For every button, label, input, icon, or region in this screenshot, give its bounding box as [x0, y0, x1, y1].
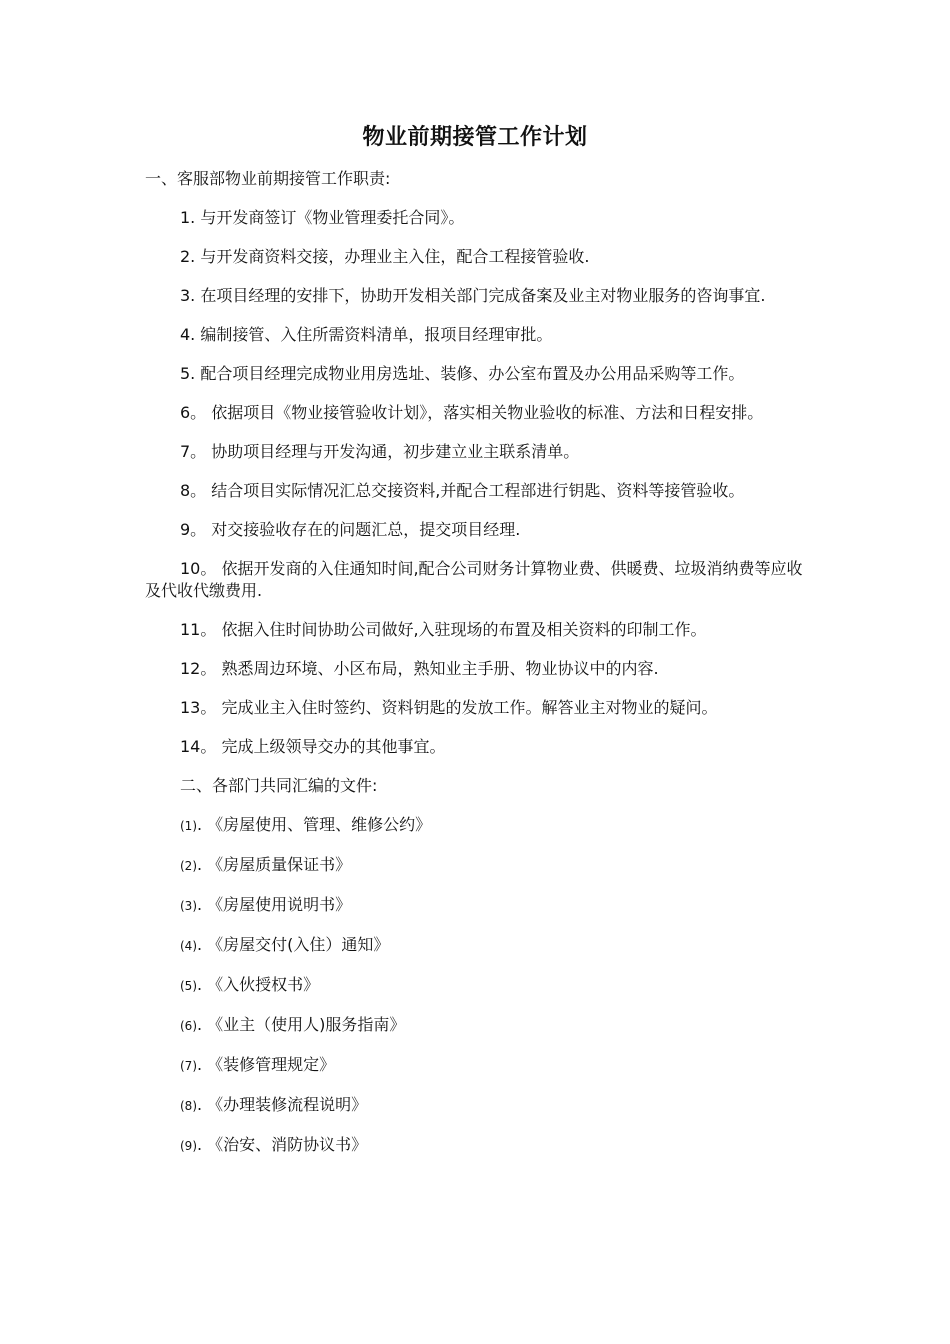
- file-number: (2): [180, 859, 197, 873]
- duty-item-6: 6。 依据项目《物业接管验收计划》，落实相关物业验收的标准、方法和日程安排。: [180, 403, 764, 422]
- file-item-5: [145, 974, 805, 997]
- file-number: (3): [180, 899, 197, 913]
- file-number: (8): [180, 1099, 197, 1113]
- file-number: (5): [180, 979, 197, 993]
- file-number: (6): [180, 1019, 197, 1033]
- file-separator: .: [197, 855, 208, 874]
- file-separator: .: [197, 1135, 208, 1154]
- duty-item-11: 11。 依据入住时间协助公司做好,入驻现场的布置及相关资料的印制工作。: [180, 620, 707, 639]
- document-title: 物业前期接管工作计划: [362, 125, 588, 150]
- file-name: 《房屋交付(入住）通知》: [207, 935, 390, 954]
- file-name: 《办理装修流程说明》: [207, 1095, 368, 1114]
- file-name: 《治安、消防协议书》: [207, 1135, 368, 1154]
- file-list: [145, 814, 805, 1157]
- duty-item-14: 14。 完成上级领导交办的其他事宜。: [180, 737, 446, 756]
- file-separator: .: [197, 1015, 208, 1034]
- file-number: (7): [180, 1059, 197, 1073]
- document-body: [145, 168, 805, 1174]
- file-separator: .: [197, 935, 208, 954]
- duty-item-3: 3. 在项目经理的安排下，协助开发相关部门完成备案及业主对物业服务的咨询事宜.: [180, 286, 766, 305]
- duty-item-5: 5. 配合项目经理完成物业用房选址、装修、办公室布置及办公用品采购等工作。: [180, 364, 745, 383]
- file-separator: .: [197, 895, 208, 914]
- file-name: 《房屋质量保证书》: [207, 855, 352, 874]
- duty-item-1: 1. 与开发商签订《物业管理委托合同》。: [180, 208, 465, 227]
- file-name: 《装修管理规定》: [207, 1055, 336, 1074]
- file-number: (4): [180, 939, 197, 953]
- section-heading-duties: 一、客服部物业前期接管工作职责:: [145, 169, 391, 188]
- duty-item-8: 8。 结合项目实际情况汇总交接资料,并配合工程部进行钥匙、资料等接管验收。: [180, 481, 745, 500]
- duty-item-7: 7。 协助项目经理与开发沟通，初步建立业主联系清单。: [180, 442, 580, 461]
- file-name: 《业主（使用人)服务指南》: [207, 1015, 406, 1034]
- duty-item-4: 4. 编制接管、入住所需资料清单，报项目经理审批。: [180, 325, 553, 344]
- file-item-6: [145, 1014, 805, 1037]
- file-item-2: [145, 854, 805, 877]
- file-item-8: [145, 1094, 805, 1117]
- duty-item-13: 13。 完成业主入住时签约、资料钥匙的发放工作。解答业主对物业的疑问。: [180, 698, 718, 717]
- file-number: (9): [180, 1139, 197, 1153]
- file-item-1: [145, 814, 805, 837]
- file-name: 《入伙授权书》: [207, 975, 320, 994]
- duty-item-10: 10。 依据开发商的入住通知时间,配合公司财务计算物业费、供暖费、垃圾消纳费等应收及代收代缴费用.: [145, 559, 803, 600]
- duty-item-2: 2. 与开发商资料交接，办理业主入住，配合工程接管验收.: [180, 247, 590, 266]
- file-item-9: [145, 1134, 805, 1157]
- file-number: (1): [180, 819, 197, 833]
- duty-item-12: 12。 熟悉周边环境、小区布局，熟知业主手册、物业协议中的内容.: [180, 659, 659, 678]
- file-item-7: [145, 1054, 805, 1077]
- file-separator: .: [197, 1055, 208, 1074]
- file-separator: .: [197, 1095, 208, 1114]
- duty-item-9: 9。 对交接验收存在的问题汇总，提交项目经理.: [180, 520, 521, 539]
- file-item-4: [145, 934, 805, 957]
- section-heading-files: 二、各部门共同汇编的文件:: [180, 776, 378, 795]
- file-separator: .: [197, 975, 208, 994]
- file-name: 《房屋使用说明书》: [207, 895, 352, 914]
- file-item-3: [145, 894, 805, 917]
- file-name: 《房屋使用、管理、维修公约》: [207, 815, 432, 834]
- file-separator: .: [197, 815, 208, 834]
